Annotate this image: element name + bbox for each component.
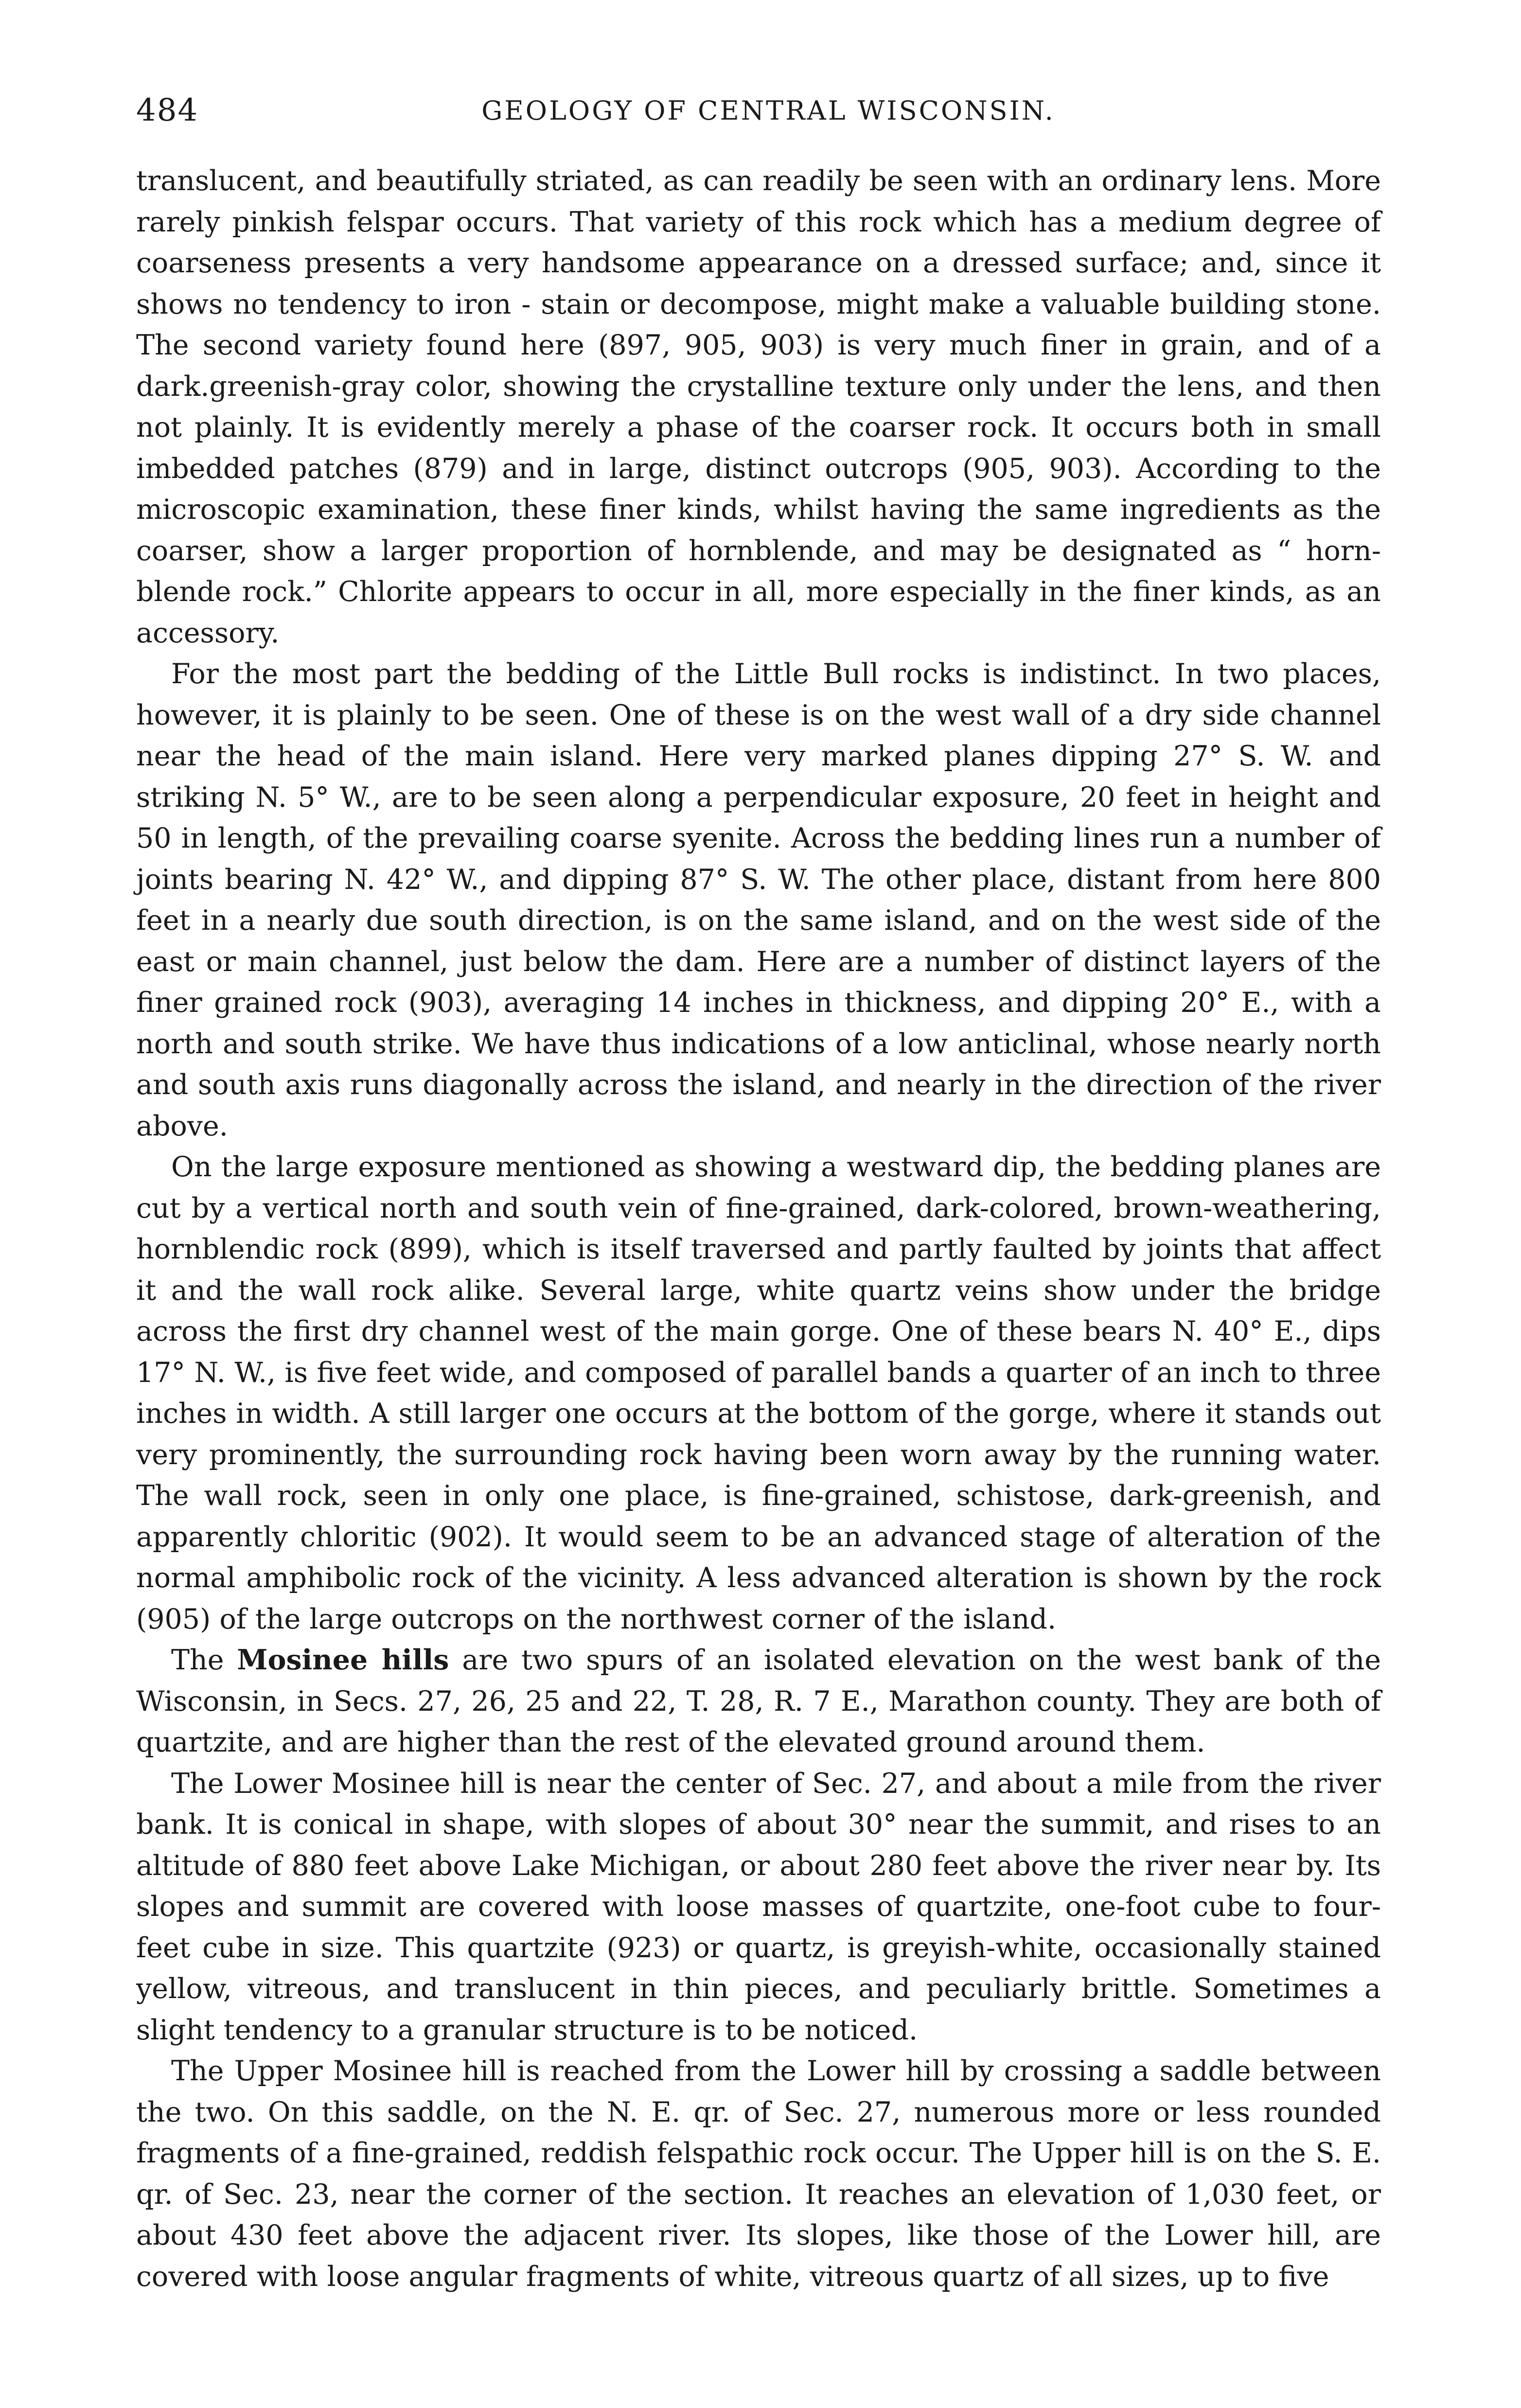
paragraph: For the most part the bedding of the Little Bull rocks is indistinct. In two places, however, it is plainly to be seen. One of these is on the west wall of a dry side channel near the head of the main island. Here very marked planes dipping 27° S. W. and striking N. 5° W., are to be seen along a perpendicular exposure, 20 feet in height and 50 in length, of the prevailing coarse syenite. Across the bedding lines run a number of joints bearing N. 42° W., and dipping 87° S. W. The other place, distant from here 800 feet in a nearly due south direction, is on the same island, and on the west side of the east or main channel, just below the dam. Here are a number of distinct layers of the finer grained rock (903), averaging 14 inches in thickness, and dipping 20° E., with a north and south strike. We have thus indications of a low anticlinal, whose nearly north and south axis runs diagonally across the island, and nearly in the direction of the river above. [136,658,1381,1142]
document-page [136,88,1381,2297]
paragraph: The Lower Mosinee hill is near the center of Sec. 27, and about a mile from the river bank. It is conical in shape, with slopes of about 30° near the summit, and rises to an altitude of 880 feet above Lake Michigan, or about 280 feet above the river near by. Its slopes and summit are covered with loose masses of quartzite, one-foot cube to four-feet cube in size. This quartzite (923) or quartz, is greyish-white, occasionally stained yellow, vitreous, and translucent in thin pieces, and peculiarly brittle. Sometimes a slight tendency to a granular structure is to be noticed. [136,1767,1381,2046]
paragraph-lead: The [171,1644,237,1676]
page-header [136,88,1381,151]
paragraph [136,1640,1381,1763]
paragraph: The Upper Mosinee hill is reached from the Lower hill by crossing a saddle between the two. On this saddle, on the N. E. qr. of Sec. 27, numerous more or less rounded fragments of a fine-grained, reddish felspathic rock occur. The Upper hill is on the S. E. qr. of Sec. 23, near the corner of the section. It reaches an elevation of 1,030 feet, or about 430 feet above the adjacent river. Its slopes, like those of the Lower hill, are covered with loose angular fragments of white, vitreous quartz of all sizes, up to five [136,2055,1381,2293]
paragraph: translucent, and beautifully striated, as can readily be seen with an ordinary lens. More rarely pinkish felspar occurs. That variety of this rock which has a medium degree of coarseness presents a very handsome appearance on a dressed surface; and, since it shows no tendency to iron - stain or decompose, might make a valuable building stone. The second variety found here (897, 905, 903) is very much finer in grain, and of a dark.greenish-gray color, showing the crystalline texture only under the lens, and then not plainly. It is evidently merely a phase of the coarser rock. It occurs both in small imbedded patches (879) and in large, distinct outcrops (905, 903). According to the microscopic examination, these finer kinds, whilst having the same ingredients as the coarser, show a larger proportion of hornblende, and may be designated as “ horn-blende rock.” Chlorite appears to occur in all, more especially in the finer kinds, as an accessory. [136,165,1381,649]
running-head: GEOLOGY OF CENTRAL WISCONSIN. [481,95,1055,126]
page-number: 484 [136,92,199,128]
section-heading-mosinee-hills: Mosinee hills [237,1644,449,1676]
paragraph-rest: are two spurs of an isolated elevation on the west bank of the Wisconsin, in Secs. 27, 26, 25 and 22, T. 28, R. 7 E., Marathon county. They are both of quartzite, and are higher than the rest of the elevated ground around them. [136,1644,1381,1758]
body-text [136,160,1381,2297]
paragraph: On the large exposure mentioned as showing a westward dip, the bedding planes are cut by a vertical north and south vein of fine-grained, dark-colored, brown-weathering, hornblendic rock (899), which is itself traversed and partly faulted by joints that affect it and the wall rock alike. Several large, white quartz veins show under the bridge across the first dry channel west of the main gorge. One of these bears N. 40° E., dips 17° N. W., is five feet wide, and composed of parallel bands a quarter of an inch to three inches in width. A still larger one occurs at the bottom of the gorge, where it stands out very prominently, the surrounding rock having been worn away by the running water. The wall rock, seen in only one place, is fine-grained, schistose, dark-greenish, and apparently chloritic (902). It would seem to be an advanced stage of alteration of the normal amphibolic rock of the vicinity. A less advanced alteration is shown by the rock (905) of the large outcrops on the northwest corner of the island. [136,1151,1381,1635]
